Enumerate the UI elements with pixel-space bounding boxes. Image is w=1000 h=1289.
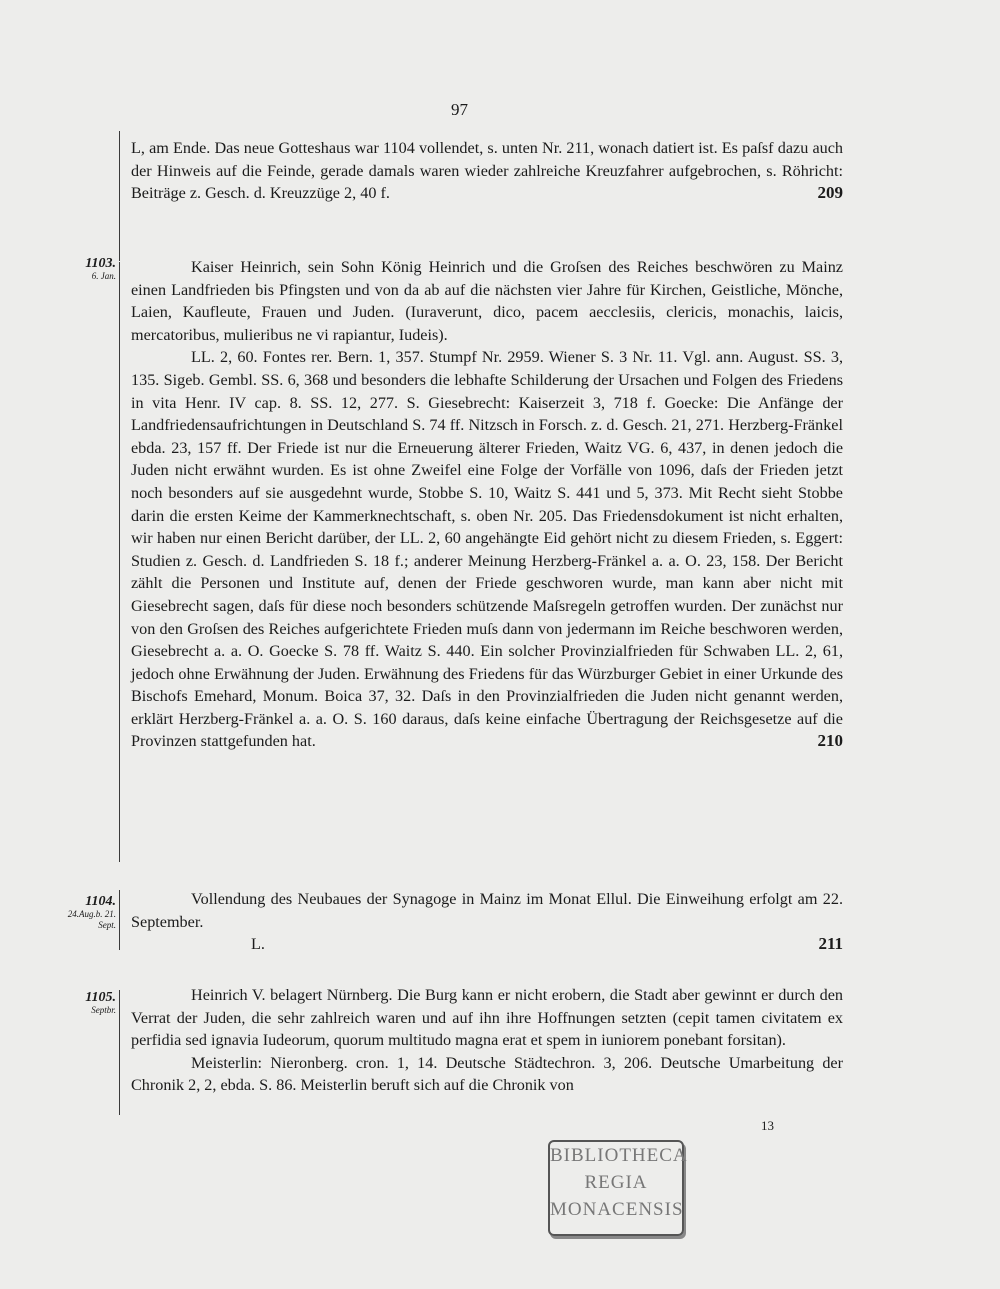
entry-notes: Meisterlin: Nieronberg. cron. 1, 14. Deutsche Städtechron. 3, 206. Deutsche Umarbeitung der Chronik 2, 2, ebda. S. 86. Meisterlin beruft sich auf die Chronik von [131, 1053, 843, 1095]
signature-mark: 13 [761, 1118, 774, 1133]
page-number: 97 [451, 100, 468, 119]
margin-date [56, 990, 116, 1016]
margin-rule [119, 890, 120, 950]
entry-number: 210 [817, 731, 843, 751]
margin-date [56, 256, 116, 282]
margin-date [56, 894, 116, 931]
entry-text: L, am Ende. Das neue Gotteshaus war 1104 vollendet, s. unten Nr. 211, wonach datiert ist. Es paſsf dazu auch der Hinweis auf die Feinde, gerade damals waren wieder zahlreiche Kreuzfahrer aufgebrochen, s. Röhricht: Beiträge z. Gesch. d. Kreuzzüge 2, 40 f. [131, 139, 843, 203]
entry-text: Vollendung des Neubaues der Synagoge in Mainz im Monat Ellul. Die Einweihung erfolgt am 22. September. [131, 890, 843, 931]
entry-notes: LL. 2, 60. Fontes rer. Bern. 1, 357. Stumpf Nr. 2959. Wiener S. 3 Nr. 11. Vgl. ann. August. SS. 3, 135. Sigeb. Gembl. SS. 6, 368 und besonders die lebhafte Schilderung der Ursachen und Folgen des Friedens in vita Henr. IV cap. 8. SS. 12, 277. S. Giesebrecht: Kaiserzeit 3, 718 f. Goecke: Die Anfänge der Landfriedensaufrichtungen in Deutschland S. 74 ff. Nitzsch in Forsch. z. d. Gesch. 21, 271. Herzberg-Fränkel ebda. 23, 157 ff. Der Friede ist nur die Erneuerung älterer Frieden, Waitz VG. 6, 437, in denen jedoch die Juden nicht erwähnt wurden. Es ist ohne Zweifel eine Folge der Vorfälle von 1096, daſs der Frieden jetzt noch besonders auf sie ausgedehnt wurde, Stobbe S. 10, Waitz S. 441 und 5, 373. Mit Recht sieht Stobbe darin die ersten Keime der Kammerknechtschaft, s. oben Nr. 205. Das Friedensdokument ist nicht erhalten, wir haben nur einen Bericht darüber, der LL. 2, 60 angehängte Eid gehört nicht zu diesem Frieden, s. Eggert: Studien z. Gesch. d. Landfrieden S. 18 f.; anderer Meinung Herzberg-Fränkel a. a. O. 23, 158. Der Bericht zählt die Personen und Institute auf, denen der Friede geschworen wurde, man kann aber nicht mit Giesebrecht sagen, daſs für diese noch besonders schützende Maſsregeln getroffen wurden. Der zunächst nur von den Groſsen des Reiches aufgerichtete Frieden muſs dann von jedermann im Reiche beschworen werden, Giesebrecht a. a. O. Goecke S. 78 ff. Waitz S. 440. Ein solcher Provinzialfrieden für Schwaben LL. 2, 61, jedoch ohne Erwähnung der Juden. Erwähnung des Friedens für das Würzburger Gebiet in einer Urkunde des Bischofs Emehard, Monum. Boica 37, 32. Daſs in den Provinzialfrieden die Juden nicht genannt werden, erklärt Herzberg-Fränkel a. a. O. S. 160 daraus, daſs keine einfache Übertragung der Reichsgesetze auf die Provinzen stattgefunden hat. [131, 348, 843, 751]
margin-rule [119, 131, 120, 261]
entry-number: 211 [818, 934, 843, 954]
entry-number: 209 [817, 183, 843, 203]
margin-rule [119, 262, 120, 862]
margin-date-day: Septbr. [91, 1005, 116, 1015]
library-stamp [548, 1140, 688, 1236]
margin-date-day: 6. Jan. [91, 271, 116, 281]
margin-date-year: 1104. [85, 894, 116, 909]
margin-date-day: 24.Aug.b. 21. Sept. [67, 909, 116, 930]
entry-212 [131, 984, 843, 1097]
stamp-line: MONACENSIS [550, 1199, 684, 1220]
entry-211 [131, 888, 843, 956]
entry-notes: L. [251, 935, 265, 954]
stamp-line: BIBLIOTHECA [550, 1145, 688, 1166]
stamp-line: REGIA [584, 1172, 648, 1193]
entry-text: Kaiser Heinrich, sein Sohn König Heinrich und die Groſsen des Reiches beschwören zu Mainz einen Landfrieden bis Pfingsten und von da ab auf die nächsten vier Jahre für Kirchen, Geistliche, Mönche, Laien, Kaufleute, Frauen und Juden. (Iuraverunt, dico, pacem aecclesiis, clericis, monachis, laicis, mercatoribus, mulieribus ne vi rapiantur, Iudeis). [131, 258, 843, 344]
margin-date-year: 1103. [85, 256, 116, 271]
margin-date-year: 1105. [85, 990, 116, 1005]
entry-209 [131, 137, 843, 205]
entry-210 [131, 256, 843, 753]
entry-text: Heinrich V. belagert Nürnberg. Die Burg kann er nicht erobern, die Stadt aber gewinnt er durch den Verrat der Juden, die sehr zahlreich waren und auf ihn ihre Hoffnungen setzten (cepit tamen civitatem ex perfidia sed ignavia Iudeorum, quorum multitudo magna erat et spem in iuniorem ponebant forsitan). [131, 986, 843, 1050]
margin-rule [119, 990, 120, 1115]
